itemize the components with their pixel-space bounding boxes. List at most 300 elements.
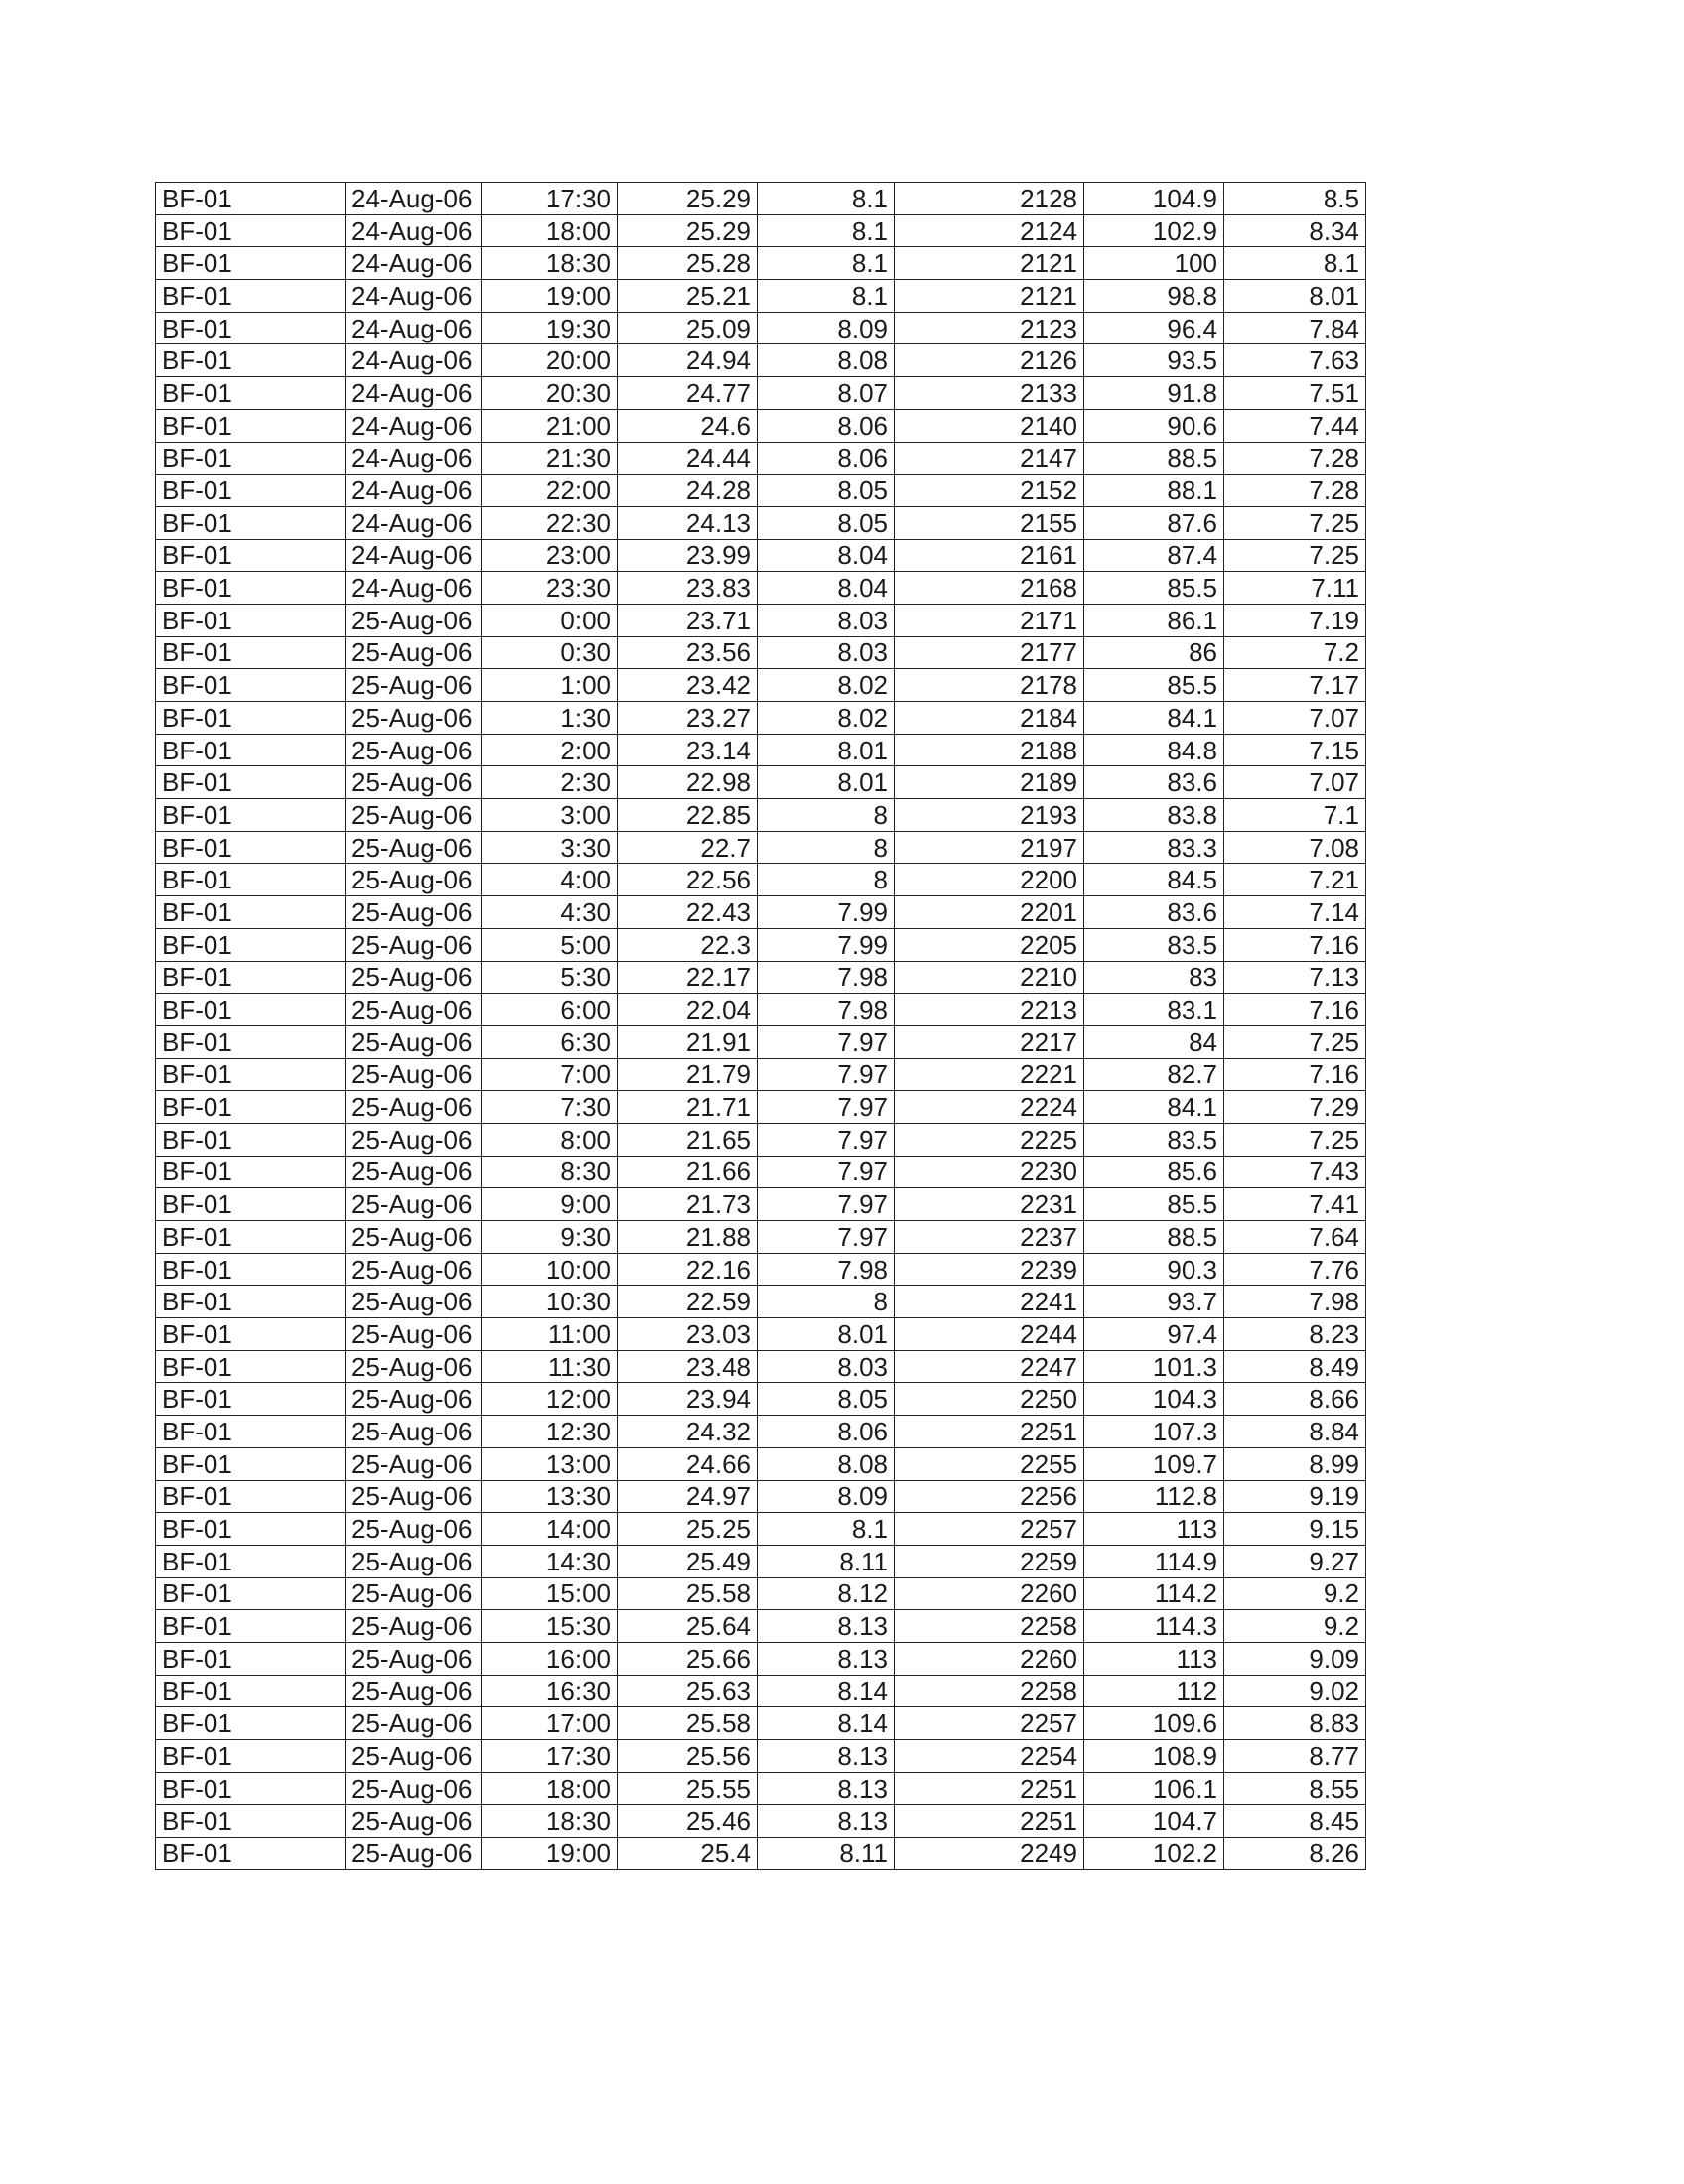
time-cell: 8:00 [482,1123,618,1156]
value-c-cell: 2241 [895,1286,1084,1318]
table-row [156,280,1366,313]
time-cell: 22:00 [482,475,618,507]
value-b-cell: 8.09 [758,1480,895,1513]
value-c-cell: 2177 [895,636,1084,669]
time-cell: 20:30 [482,377,618,410]
value-e-cell: 7.76 [1224,1253,1366,1286]
time-cell: 3:00 [482,799,618,832]
station-cell: BF-01 [156,994,346,1026]
value-c-cell: 2259 [895,1545,1084,1577]
date-cell: 25-Aug-06 [346,1416,482,1448]
value-d-cell: 100 [1084,247,1224,280]
table-row [156,766,1366,799]
value-c-cell: 2225 [895,1123,1084,1156]
value-e-cell: 7.25 [1224,1025,1366,1058]
time-cell: 14:00 [482,1513,618,1546]
value-b-cell: 7.97 [758,1025,895,1058]
date-cell: 25-Aug-06 [346,1156,482,1188]
value-e-cell: 8.99 [1224,1447,1366,1480]
value-a-cell: 22.3 [618,928,758,961]
station-cell: BF-01 [156,1772,346,1805]
value-d-cell: 108.9 [1084,1740,1224,1773]
value-c-cell: 2254 [895,1740,1084,1773]
value-c-cell: 2260 [895,1642,1084,1675]
station-cell: BF-01 [156,734,346,766]
value-b-cell: 8.13 [758,1772,895,1805]
date-cell: 24-Aug-06 [346,280,482,313]
station-cell: BF-01 [156,1025,346,1058]
station-cell: BF-01 [156,475,346,507]
value-a-cell: 25.55 [618,1772,758,1805]
value-d-cell: 113 [1084,1642,1224,1675]
table-row [156,1545,1366,1577]
value-a-cell: 25.58 [618,1577,758,1610]
date-cell: 25-Aug-06 [346,1545,482,1577]
station-cell: BF-01 [156,799,346,832]
value-d-cell: 109.6 [1084,1707,1224,1740]
value-a-cell: 24.66 [618,1447,758,1480]
time-cell: 10:00 [482,1253,618,1286]
value-b-cell: 8.07 [758,377,895,410]
value-e-cell: 7.41 [1224,1188,1366,1221]
value-a-cell: 25.21 [618,280,758,313]
time-cell: 9:00 [482,1188,618,1221]
time-cell: 21:30 [482,442,618,475]
value-a-cell: 21.88 [618,1221,758,1254]
value-d-cell: 84.1 [1084,702,1224,735]
value-e-cell: 7.25 [1224,1123,1366,1156]
time-cell: 6:30 [482,1025,618,1058]
value-a-cell: 21.73 [618,1188,758,1221]
station-cell: BF-01 [156,280,346,313]
table-row [156,702,1366,735]
table-row [156,1577,1366,1610]
value-c-cell: 2257 [895,1513,1084,1546]
value-c-cell: 2188 [895,734,1084,766]
time-cell: 18:00 [482,1772,618,1805]
value-b-cell: 8.03 [758,636,895,669]
station-cell: BF-01 [156,1513,346,1546]
date-cell: 25-Aug-06 [346,1025,482,1058]
value-c-cell: 2224 [895,1091,1084,1124]
date-cell: 24-Aug-06 [346,506,482,539]
station-cell: BF-01 [156,669,346,702]
time-cell: 5:30 [482,961,618,994]
station-cell: BF-01 [156,572,346,605]
time-cell: 11:00 [482,1318,618,1351]
value-d-cell: 112 [1084,1675,1224,1707]
date-cell: 25-Aug-06 [346,1675,482,1707]
value-e-cell: 8.55 [1224,1772,1366,1805]
value-e-cell: 7.43 [1224,1156,1366,1188]
value-d-cell: 112.8 [1084,1480,1224,1513]
value-d-cell: 87.4 [1084,539,1224,572]
value-a-cell: 21.71 [618,1091,758,1124]
value-e-cell: 8.1 [1224,247,1366,280]
value-d-cell: 106.1 [1084,1772,1224,1805]
value-e-cell: 7.28 [1224,442,1366,475]
value-e-cell: 7.21 [1224,864,1366,896]
time-cell: 12:00 [482,1383,618,1416]
date-cell: 24-Aug-06 [346,539,482,572]
value-d-cell: 85.6 [1084,1156,1224,1188]
value-e-cell: 7.63 [1224,344,1366,377]
value-e-cell: 7.16 [1224,928,1366,961]
station-cell: BF-01 [156,928,346,961]
station-cell: BF-01 [156,1707,346,1740]
date-cell: 25-Aug-06 [346,831,482,864]
date-cell: 25-Aug-06 [346,994,482,1026]
value-b-cell: 8.1 [758,247,895,280]
time-cell: 17:00 [482,1707,618,1740]
value-c-cell: 2126 [895,344,1084,377]
station-cell: BF-01 [156,1447,346,1480]
table-row [156,1707,1366,1740]
value-c-cell: 2251 [895,1772,1084,1805]
value-a-cell: 24.77 [618,377,758,410]
date-cell: 25-Aug-06 [346,1480,482,1513]
value-c-cell: 2237 [895,1221,1084,1254]
value-a-cell: 25.58 [618,1707,758,1740]
time-cell: 6:00 [482,994,618,1026]
table-row [156,1025,1366,1058]
value-c-cell: 2210 [895,961,1084,994]
value-a-cell: 25.46 [618,1805,758,1838]
time-cell: 5:00 [482,928,618,961]
value-a-cell: 21.65 [618,1123,758,1156]
value-b-cell: 8.02 [758,669,895,702]
date-cell: 24-Aug-06 [346,377,482,410]
value-c-cell: 2251 [895,1805,1084,1838]
value-c-cell: 2121 [895,247,1084,280]
value-e-cell: 9.19 [1224,1480,1366,1513]
table-row [156,214,1366,247]
value-a-cell: 25.49 [618,1545,758,1577]
value-a-cell: 22.04 [618,994,758,1026]
value-e-cell: 7.1 [1224,799,1366,832]
value-b-cell: 8.05 [758,1383,895,1416]
value-d-cell: 84.8 [1084,734,1224,766]
date-cell: 25-Aug-06 [346,928,482,961]
table-row [156,1416,1366,1448]
date-cell: 25-Aug-06 [346,702,482,735]
table-row [156,1610,1366,1643]
date-cell: 25-Aug-06 [346,669,482,702]
value-d-cell: 104.7 [1084,1805,1224,1838]
date-cell: 25-Aug-06 [346,1838,482,1870]
table-row [156,1091,1366,1124]
station-cell: BF-01 [156,702,346,735]
date-cell: 25-Aug-06 [346,1610,482,1643]
station-cell: BF-01 [156,831,346,864]
station-cell: BF-01 [156,896,346,929]
value-d-cell: 83 [1084,961,1224,994]
date-cell: 24-Aug-06 [346,572,482,605]
station-cell: BF-01 [156,1318,346,1351]
value-a-cell: 23.71 [618,604,758,636]
value-d-cell: 90.6 [1084,409,1224,442]
value-b-cell: 7.97 [758,1188,895,1221]
value-e-cell: 7.98 [1224,1286,1366,1318]
value-b-cell: 8.09 [758,312,895,344]
value-e-cell: 7.17 [1224,669,1366,702]
value-e-cell: 9.2 [1224,1610,1366,1643]
value-b-cell: 8.04 [758,539,895,572]
table-row [156,312,1366,344]
station-cell: BF-01 [156,1577,346,1610]
station-cell: BF-01 [156,1416,346,1448]
value-b-cell: 8.13 [758,1610,895,1643]
value-a-cell: 24.13 [618,506,758,539]
table-row [156,896,1366,929]
table-row [156,831,1366,864]
date-cell: 25-Aug-06 [346,1123,482,1156]
value-d-cell: 85.5 [1084,572,1224,605]
value-c-cell: 2247 [895,1350,1084,1383]
value-e-cell: 7.51 [1224,377,1366,410]
value-b-cell: 8.1 [758,1513,895,1546]
station-cell: BF-01 [156,1838,346,1870]
station-cell: BF-01 [156,1740,346,1773]
time-cell: 11:30 [482,1350,618,1383]
value-c-cell: 2168 [895,572,1084,605]
value-b-cell: 8 [758,799,895,832]
date-cell: 25-Aug-06 [346,896,482,929]
time-cell: 16:30 [482,1675,618,1707]
value-c-cell: 2171 [895,604,1084,636]
table-row [156,994,1366,1026]
value-b-cell: 8.06 [758,442,895,475]
date-cell: 25-Aug-06 [346,1286,482,1318]
time-cell: 0:30 [482,636,618,669]
table-row [156,539,1366,572]
value-c-cell: 2255 [895,1447,1084,1480]
value-c-cell: 2161 [895,539,1084,572]
value-b-cell: 8.04 [758,572,895,605]
value-c-cell: 2231 [895,1188,1084,1221]
table-row [156,409,1366,442]
table-row [156,442,1366,475]
date-cell: 24-Aug-06 [346,247,482,280]
time-cell: 18:30 [482,247,618,280]
value-b-cell: 8.01 [758,766,895,799]
value-d-cell: 93.7 [1084,1286,1224,1318]
value-c-cell: 2124 [895,214,1084,247]
value-c-cell: 2128 [895,183,1084,215]
value-d-cell: 85.5 [1084,669,1224,702]
value-b-cell: 8.1 [758,214,895,247]
station-cell: BF-01 [156,377,346,410]
table-row [156,1772,1366,1805]
value-d-cell: 97.4 [1084,1318,1224,1351]
value-e-cell: 7.07 [1224,702,1366,735]
table-row [156,1286,1366,1318]
value-a-cell: 25.29 [618,214,758,247]
date-cell: 24-Aug-06 [346,409,482,442]
value-e-cell: 7.08 [1224,831,1366,864]
value-b-cell: 7.97 [758,1156,895,1188]
time-cell: 7:30 [482,1091,618,1124]
value-a-cell: 24.32 [618,1416,758,1448]
date-cell: 24-Aug-06 [346,442,482,475]
station-cell: BF-01 [156,312,346,344]
date-cell: 25-Aug-06 [346,766,482,799]
date-cell: 24-Aug-06 [346,312,482,344]
value-d-cell: 114.3 [1084,1610,1224,1643]
station-cell: BF-01 [156,409,346,442]
table-row [156,1058,1366,1091]
value-e-cell: 7.19 [1224,604,1366,636]
value-d-cell: 83.3 [1084,831,1224,864]
date-cell: 25-Aug-06 [346,961,482,994]
value-b-cell: 7.97 [758,1221,895,1254]
date-cell: 25-Aug-06 [346,1577,482,1610]
value-d-cell: 83.1 [1084,994,1224,1026]
value-d-cell: 102.2 [1084,1838,1224,1870]
value-d-cell: 84 [1084,1025,1224,1058]
station-cell: BF-01 [156,442,346,475]
value-e-cell: 7.84 [1224,312,1366,344]
table-row [156,1480,1366,1513]
value-c-cell: 2217 [895,1025,1084,1058]
table-row [156,1156,1366,1188]
date-cell: 25-Aug-06 [346,1642,482,1675]
value-e-cell: 8.66 [1224,1383,1366,1416]
value-c-cell: 2250 [895,1383,1084,1416]
value-a-cell: 25.63 [618,1675,758,1707]
value-e-cell: 8.01 [1224,280,1366,313]
table-row [156,475,1366,507]
date-cell: 25-Aug-06 [346,734,482,766]
value-d-cell: 84.1 [1084,1091,1224,1124]
value-e-cell: 9.02 [1224,1675,1366,1707]
table-row [156,1838,1366,1870]
date-cell: 25-Aug-06 [346,1383,482,1416]
value-d-cell: 109.7 [1084,1447,1224,1480]
date-cell: 25-Aug-06 [346,604,482,636]
value-c-cell: 2244 [895,1318,1084,1351]
value-d-cell: 82.7 [1084,1058,1224,1091]
value-b-cell: 8.11 [758,1545,895,1577]
value-a-cell: 23.83 [618,572,758,605]
table-row [156,636,1366,669]
value-d-cell: 83.5 [1084,928,1224,961]
table-row [156,1350,1366,1383]
date-cell: 25-Aug-06 [346,864,482,896]
value-a-cell: 22.43 [618,896,758,929]
value-c-cell: 2260 [895,1577,1084,1610]
value-e-cell: 8.77 [1224,1740,1366,1773]
value-a-cell: 25.25 [618,1513,758,1546]
table-row [156,734,1366,766]
value-e-cell: 8.49 [1224,1350,1366,1383]
date-cell: 25-Aug-06 [346,1253,482,1286]
value-c-cell: 2205 [895,928,1084,961]
value-e-cell: 7.15 [1224,734,1366,766]
table-row [156,1318,1366,1351]
value-a-cell: 22.85 [618,799,758,832]
value-d-cell: 83.8 [1084,799,1224,832]
time-cell: 1:00 [482,669,618,702]
table-row [156,669,1366,702]
table-row [156,1642,1366,1675]
value-a-cell: 24.28 [618,475,758,507]
value-e-cell: 8.26 [1224,1838,1366,1870]
table-row [156,1383,1366,1416]
value-b-cell: 8.08 [758,344,895,377]
date-cell: 24-Aug-06 [346,344,482,377]
value-a-cell: 25.66 [618,1642,758,1675]
value-b-cell: 7.99 [758,896,895,929]
time-cell: 21:00 [482,409,618,442]
time-cell: 16:00 [482,1642,618,1675]
value-e-cell: 8.83 [1224,1707,1366,1740]
value-a-cell: 24.94 [618,344,758,377]
time-cell: 3:30 [482,831,618,864]
station-cell: BF-01 [156,1675,346,1707]
value-a-cell: 22.56 [618,864,758,896]
station-cell: BF-01 [156,1610,346,1643]
value-a-cell: 22.16 [618,1253,758,1286]
value-e-cell: 7.28 [1224,475,1366,507]
value-c-cell: 2201 [895,896,1084,929]
date-cell: 24-Aug-06 [346,183,482,215]
value-e-cell: 7.2 [1224,636,1366,669]
time-cell: 22:30 [482,506,618,539]
value-d-cell: 98.8 [1084,280,1224,313]
value-b-cell: 8.05 [758,506,895,539]
value-c-cell: 2193 [895,799,1084,832]
value-b-cell: 8.08 [758,1447,895,1480]
value-d-cell: 107.3 [1084,1416,1224,1448]
value-d-cell: 85.5 [1084,1188,1224,1221]
value-a-cell: 24.97 [618,1480,758,1513]
date-cell: 25-Aug-06 [346,1740,482,1773]
value-e-cell: 9.09 [1224,1642,1366,1675]
value-a-cell: 21.79 [618,1058,758,1091]
date-cell: 25-Aug-06 [346,1805,482,1838]
value-b-cell: 8.13 [758,1642,895,1675]
station-cell: BF-01 [156,864,346,896]
value-a-cell: 24.44 [618,442,758,475]
value-b-cell: 8.02 [758,702,895,735]
table-row [156,928,1366,961]
value-c-cell: 2178 [895,669,1084,702]
value-b-cell: 7.98 [758,1253,895,1286]
value-e-cell: 9.27 [1224,1545,1366,1577]
value-a-cell: 21.66 [618,1156,758,1188]
value-b-cell: 8.13 [758,1740,895,1773]
station-cell: BF-01 [156,1545,346,1577]
time-cell: 18:30 [482,1805,618,1838]
value-b-cell: 8.06 [758,409,895,442]
date-cell: 25-Aug-06 [346,1350,482,1383]
table-row [156,1188,1366,1221]
value-a-cell: 22.7 [618,831,758,864]
date-cell: 25-Aug-06 [346,1772,482,1805]
value-c-cell: 2239 [895,1253,1084,1286]
value-c-cell: 2213 [895,994,1084,1026]
time-cell: 14:30 [482,1545,618,1577]
value-c-cell: 2258 [895,1610,1084,1643]
station-cell: BF-01 [156,961,346,994]
value-a-cell: 25.56 [618,1740,758,1773]
value-c-cell: 2197 [895,831,1084,864]
time-cell: 19:00 [482,280,618,313]
time-cell: 8:30 [482,1156,618,1188]
station-cell: BF-01 [156,344,346,377]
table-row [156,1253,1366,1286]
